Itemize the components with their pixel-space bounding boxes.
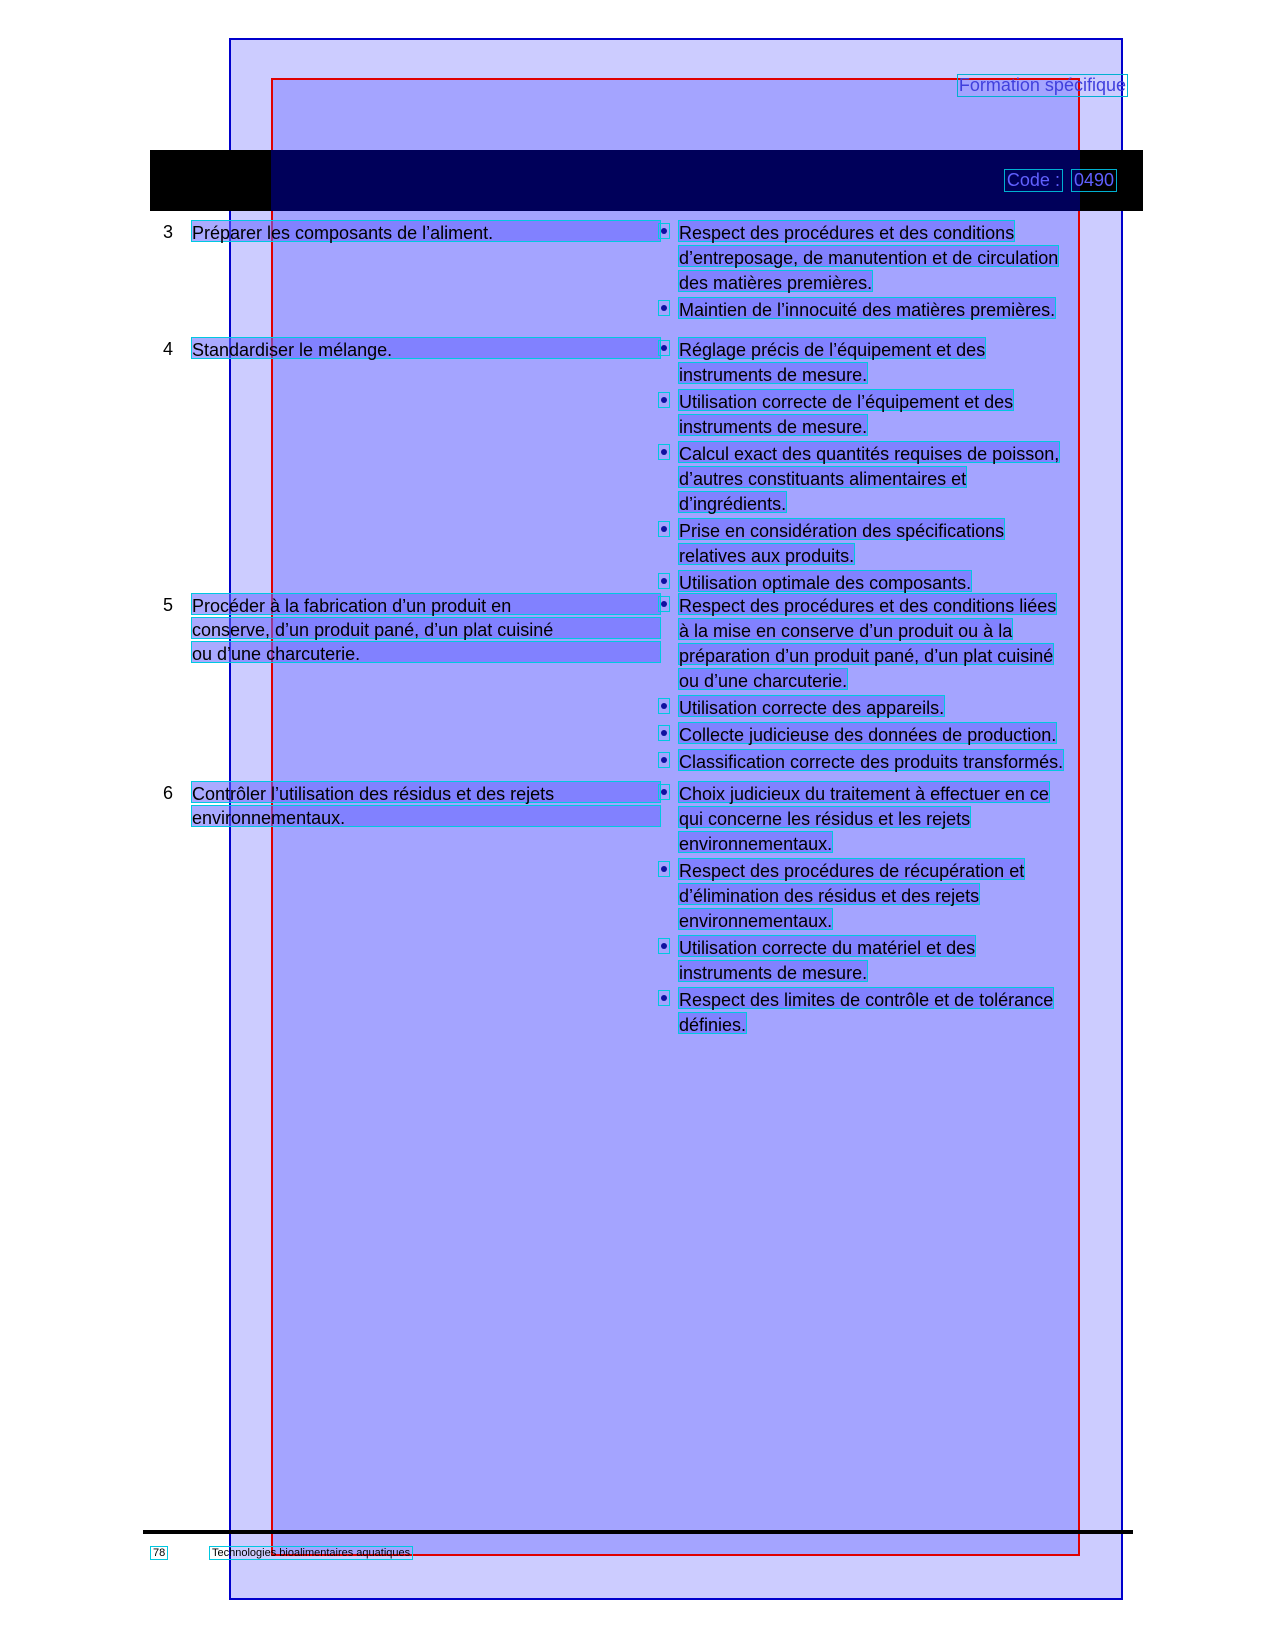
criteria-text-line: relatives aux produits. (678, 543, 855, 565)
bullet-icon (658, 938, 670, 954)
criteria-text-line: Respect des procédures et des conditions liées (678, 593, 1057, 615)
footer-rule (143, 1530, 1133, 1534)
criteria-item (658, 695, 1118, 720)
bullet-icon (658, 444, 670, 460)
bullet-icon (658, 521, 670, 537)
bullet-icon (658, 300, 670, 316)
bullet-icon (658, 573, 670, 589)
competency-text-line: Procéder à la fabrication d’un produit en (191, 593, 661, 615)
criteria-list (658, 337, 1118, 597)
criteria-text-line: Utilisation optimale des composants. (678, 570, 972, 592)
criteria-text-line: Choix judicieux du traitement à effectuer en ce (678, 781, 1050, 803)
criteria-item (658, 297, 1118, 322)
bullet-icon (658, 725, 670, 741)
criteria-item (658, 935, 1118, 985)
criteria-text-line: définies. (678, 1012, 747, 1034)
competency-text-line: ou d’une charcuterie. (191, 641, 661, 663)
criteria-text-line: qui concerne les résidus et les rejets (678, 806, 971, 828)
criteria-text-line: Prise en considération des spécifications (678, 518, 1005, 540)
criteria-text-line: ou d’une charcuterie. (678, 668, 848, 690)
criteria-text-line: instruments de mesure. (678, 960, 868, 982)
criteria-item (658, 220, 1118, 295)
criteria-text-line: d’élimination des résidus et des rejets (678, 883, 980, 905)
section-title: Formation spécifique (958, 75, 1126, 95)
criteria-list (658, 781, 1118, 1039)
criteria-text-line: Respect des procédures de récupération et (678, 858, 1025, 880)
criteria-item (658, 858, 1118, 933)
criteria-item (658, 570, 1118, 595)
criteria-item (658, 749, 1118, 774)
criteria-text-line: à la mise en conserve d’un produit ou à la (678, 618, 1013, 640)
criteria-text-line: Utilisation correcte du matériel et des (678, 935, 976, 957)
criteria-list (658, 593, 1118, 776)
bullet-icon (658, 752, 670, 768)
criteria-text-line: d’autres constituants alimentaires et (678, 466, 967, 488)
criteria-item (658, 722, 1118, 747)
bullet-icon (658, 596, 670, 612)
criteria-text-line: Calcul exact des quantités requises de poisson, (678, 441, 1060, 463)
criteria-text-line: des matières premières. (678, 270, 873, 292)
criteria-text-line: d’ingrédients. (678, 491, 787, 513)
competency-text-line: Standardiser le mélange. (191, 337, 661, 359)
competency-number: 6 (163, 783, 174, 803)
criteria-item (658, 781, 1118, 856)
criteria-text-line: Collecte judicieuse des données de production. (678, 722, 1057, 744)
competency-number: 5 (163, 595, 174, 615)
criteria-text-line: d’entreposage, de manutention et de circulation (678, 245, 1059, 267)
code-value: 0490 (1071, 169, 1117, 192)
footer-title: Technologies bioalimentaires aquatiques (209, 1546, 413, 1560)
criteria-text-line: préparation d’un produit pané, d’un plat cuisiné (678, 643, 1054, 665)
criteria-list (658, 220, 1118, 324)
bullet-icon (658, 223, 670, 239)
criteria-text-line: Maintien de l’innocuité des matières premières. (678, 297, 1056, 319)
criteria-text-line: environnementaux. (678, 831, 833, 853)
criteria-text-line: instruments de mesure. (678, 414, 868, 436)
program-code (1004, 169, 1117, 192)
page-number: 78 (150, 1546, 168, 1560)
code-label: Code : (1004, 169, 1063, 192)
criteria-item (658, 518, 1118, 568)
competency-text-line: environnementaux. (191, 805, 661, 827)
header-bar (150, 150, 1143, 211)
bullet-icon (658, 861, 670, 877)
criteria-item (658, 441, 1118, 516)
criteria-item (658, 593, 1118, 693)
criteria-text-line: Classification correcte des produits transformés. (678, 749, 1064, 771)
bullet-icon (658, 392, 670, 408)
competency-text-line: Contrôler l’utilisation des résidus et des rejets (191, 781, 661, 803)
criteria-item (658, 337, 1118, 387)
competency-text-line: Préparer les composants de l’aliment. (191, 220, 661, 242)
criteria-text-line: Réglage précis de l’équipement et des (678, 337, 986, 359)
criteria-text-line: instruments de mesure. (678, 362, 868, 384)
bullet-icon (658, 698, 670, 714)
competency-number: 4 (163, 339, 174, 359)
criteria-item (658, 987, 1118, 1037)
criteria-text-line: Respect des procédures et des conditions (678, 220, 1015, 242)
header-bar-tint (271, 150, 1080, 211)
competency-number: 3 (163, 222, 174, 242)
criteria-text-line: environnementaux. (678, 908, 833, 930)
bullet-icon (658, 990, 670, 1006)
bullet-icon (658, 784, 670, 800)
competency-text-line: conserve, d’un produit pané, d’un plat cuisiné (191, 617, 661, 639)
criteria-text-line: Utilisation correcte des appareils. (678, 695, 945, 717)
criteria-item (658, 389, 1118, 439)
criteria-text-line: Respect des limites de contrôle et de tolérance (678, 987, 1054, 1009)
bullet-icon (658, 340, 670, 356)
criteria-text-line: Utilisation correcte de l’équipement et des (678, 389, 1014, 411)
